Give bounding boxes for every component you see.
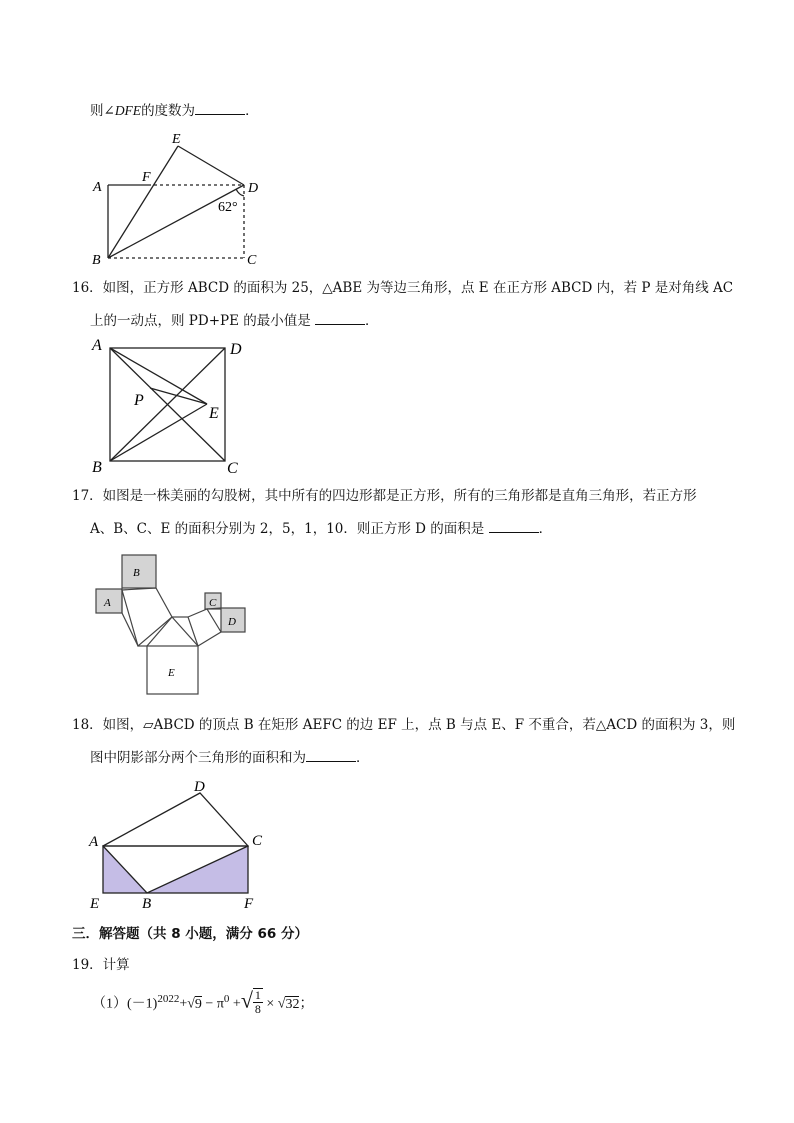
q16-question-line1: 16．如图，正方形 ABCD 的面积为 25，△ABE 为等边三角形，点 E 在正方形 ABCD 内，若 P 是对角线 AC — [72, 280, 734, 296]
q18-label-B: B — [142, 896, 152, 912]
section-3-title: 三．解答题（共 8 小题，满分 66 分） — [72, 926, 308, 942]
q16-label-C: C — [227, 460, 238, 477]
q15-label-D: D — [248, 181, 259, 196]
q17-label-A: A — [104, 597, 111, 609]
q18-label-F: F — [244, 896, 254, 912]
q16-label-D: D — [230, 341, 242, 358]
q15-question-tail: 则∠DFE的度数为 ． — [90, 103, 259, 119]
sqrt-icon: √ — [240, 987, 253, 1013]
q15-label-B: B — [92, 253, 101, 268]
q19-title: 19．计算 — [72, 957, 130, 973]
q17-label-C: C — [209, 597, 217, 609]
q15-label-C: C — [247, 253, 257, 268]
q17-question-line2: A、B、C、E 的面积分别为 2，5，1，10．则正方形 D 的面积是 ． — [90, 521, 553, 537]
q15-label-A: A — [93, 180, 102, 195]
q17-question-line1: 17．如图是一株美丽的勾股树，其中所有的四边形都是正方形，所有的三角形都是直角三角形，若正方形 — [72, 488, 697, 504]
q17-label-D: D — [228, 616, 236, 628]
q18-label-A: A — [89, 834, 99, 850]
q18-label-E: E — [90, 896, 100, 912]
q15-angle-label: 62° — [218, 200, 238, 215]
q18-label-D: D — [194, 779, 205, 795]
q18-question-line2: 图中阴影部分两个三角形的面积和为 ． — [90, 750, 370, 766]
q16-label-P: P — [134, 392, 144, 409]
q16-label-A: A — [92, 337, 102, 354]
sqrt-icon: √ — [277, 996, 286, 1012]
q17-label-B: B — [133, 567, 140, 579]
q15-label-F: F — [142, 170, 151, 185]
q15-label-E: E — [172, 132, 181, 147]
q16-label-B: B — [92, 459, 102, 476]
q16-label-E: E — [209, 405, 219, 422]
sqrt-icon: √ — [187, 996, 195, 1012]
q16-question-line2: 上的一动点，则 PD+PE 的最小值是 ． — [90, 313, 379, 329]
q17-label-E: E — [168, 667, 175, 679]
q19-part1-expression: $(1)(-1)^{2022}+√9 - \pi^0$ +√ $\frac{1}{8}$ × √32； — [92, 987, 314, 1017]
q18-label-C: C — [252, 833, 263, 849]
q18-question-line1: 18．如图，▱ABCD 的顶点 B 在矩形 AEFC 的边 EF 上，点 B 与点 E、F 不重合，若△ACD 的面积为 3，则 — [72, 717, 736, 733]
